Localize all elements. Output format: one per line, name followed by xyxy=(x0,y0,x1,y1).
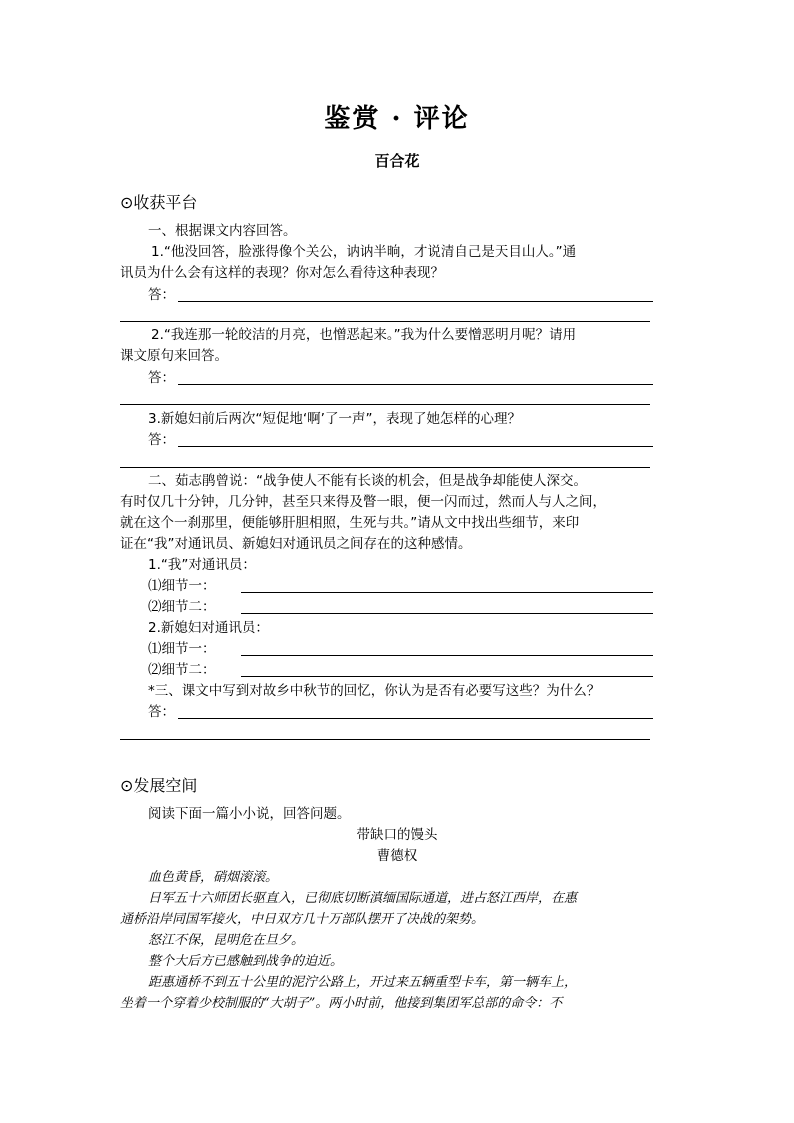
q2-line1: 2.“我连那一轮皎洁的月亮，也憎恶起来。”我为什么要憎恶明月呢？请用 xyxy=(151,327,577,343)
q3-answer-label: 答： xyxy=(148,432,175,448)
section-heading-harvest: ⊙收获平台 xyxy=(120,193,198,212)
sub2-detail1-line[interactable] xyxy=(241,655,653,656)
q1-answer-label: 答： xyxy=(148,287,175,303)
sub2-detail1-label: ⑴细节一： xyxy=(148,641,216,657)
part3-answer-line-2[interactable] xyxy=(120,739,650,740)
part2-line3: 就在这个一刹那里，便能够肝胆相照，生死与共。”请从文中找出些细节，来印 xyxy=(120,515,580,531)
sub1-detail2-label: ⑵细节二： xyxy=(148,599,216,615)
part2-sub2: 2.新媳妇对通讯员： xyxy=(148,620,269,636)
part3-answer-label: 答： xyxy=(148,704,175,720)
part2-line2: 有时仅几十分钟，几分钟，甚至只来得及瞥一眼，便一闪而过，然而人与人之间， xyxy=(120,494,606,510)
story-paragraph: 通桥沿岸同国军接火，中日双方几十万部队摆开了决战的架势。 xyxy=(120,912,485,927)
q3-question: 3.新媳妇前后两次“短促地‘啊’了一声”，表现了她怎样的心理？ xyxy=(148,411,521,427)
q1-line2: 讯员为什么会有这样的表现？你对怎么看待这种表现？ xyxy=(120,265,444,281)
story-paragraph: 日军五十六师团长驱直入，已彻底切断滇缅国际通道，进占怒江西岸，在惠 xyxy=(148,891,578,906)
part2-line1: 二、茹志鹃曾说：“战争使人不能有长谈的机会，但是战争却能使人深交。 xyxy=(148,473,587,489)
sub1-detail1-line[interactable] xyxy=(241,592,653,593)
story-paragraph: 血色黄昏，硝烟滚滚。 xyxy=(148,870,279,885)
sub1-detail1-label: ⑴细节一： xyxy=(148,578,216,594)
part3-answer-line-1[interactable] xyxy=(178,718,653,719)
q2-answer-line-1[interactable] xyxy=(178,384,653,385)
story-author: 曹德权 xyxy=(376,848,418,864)
story-paragraph: 距惠通桥不到五十公里的泥泞公路上，开过来五辆重型卡车，第一辆车上， xyxy=(148,975,578,990)
q1-line1: 1.“他没回答，脸涨得像个关公，讷讷半晌，才说清自己是天目山人。”通 xyxy=(151,244,577,260)
story-paragraph: 坐着一个穿着少校制服的“大胡子”。两小时前，他接到集团军总部的命令：不 xyxy=(120,996,563,1011)
part2-line4: 证在“我”对通讯员、新媳妇对通讯员之间存在的这种感情。 xyxy=(120,536,472,552)
sub1-detail2-line[interactable] xyxy=(241,613,653,614)
q2-answer-label: 答： xyxy=(148,370,175,386)
q2-line2: 课文原句来回答。 xyxy=(120,348,228,364)
story-paragraph: 怒江不保，昆明危在旦夕。 xyxy=(148,933,305,948)
q3-answer-line-1[interactable] xyxy=(178,446,653,447)
sub2-detail2-line[interactable] xyxy=(241,676,653,677)
sub2-detail2-label: ⑵细节二： xyxy=(148,662,216,678)
q1-answer-line-1[interactable] xyxy=(178,301,653,302)
q3-answer-line-2[interactable] xyxy=(120,467,650,468)
part3-question: *三、课文中写到对故乡中秋节的回忆，你认为是否有必要写这些？为什么？ xyxy=(148,683,601,699)
reading-intro: 阅读下面一篇小小说，回答问题。 xyxy=(148,806,351,822)
part1-intro: 一、根据课文内容回答。 xyxy=(148,223,297,239)
q1-answer-line-2[interactable] xyxy=(120,321,650,322)
page-subtitle: 百合花 xyxy=(374,152,420,170)
story-title: 带缺口的馒头 xyxy=(356,827,438,843)
part2-sub1: 1.“我”对通讯员： xyxy=(148,557,256,573)
section-heading-development: ⊙发展空间 xyxy=(120,776,198,795)
q2-answer-line-2[interactable] xyxy=(120,404,650,405)
story-paragraph: 整个大后方已感触到战争的迫近。 xyxy=(148,954,344,969)
page-title: 鉴赏 · 评论 xyxy=(324,104,470,134)
